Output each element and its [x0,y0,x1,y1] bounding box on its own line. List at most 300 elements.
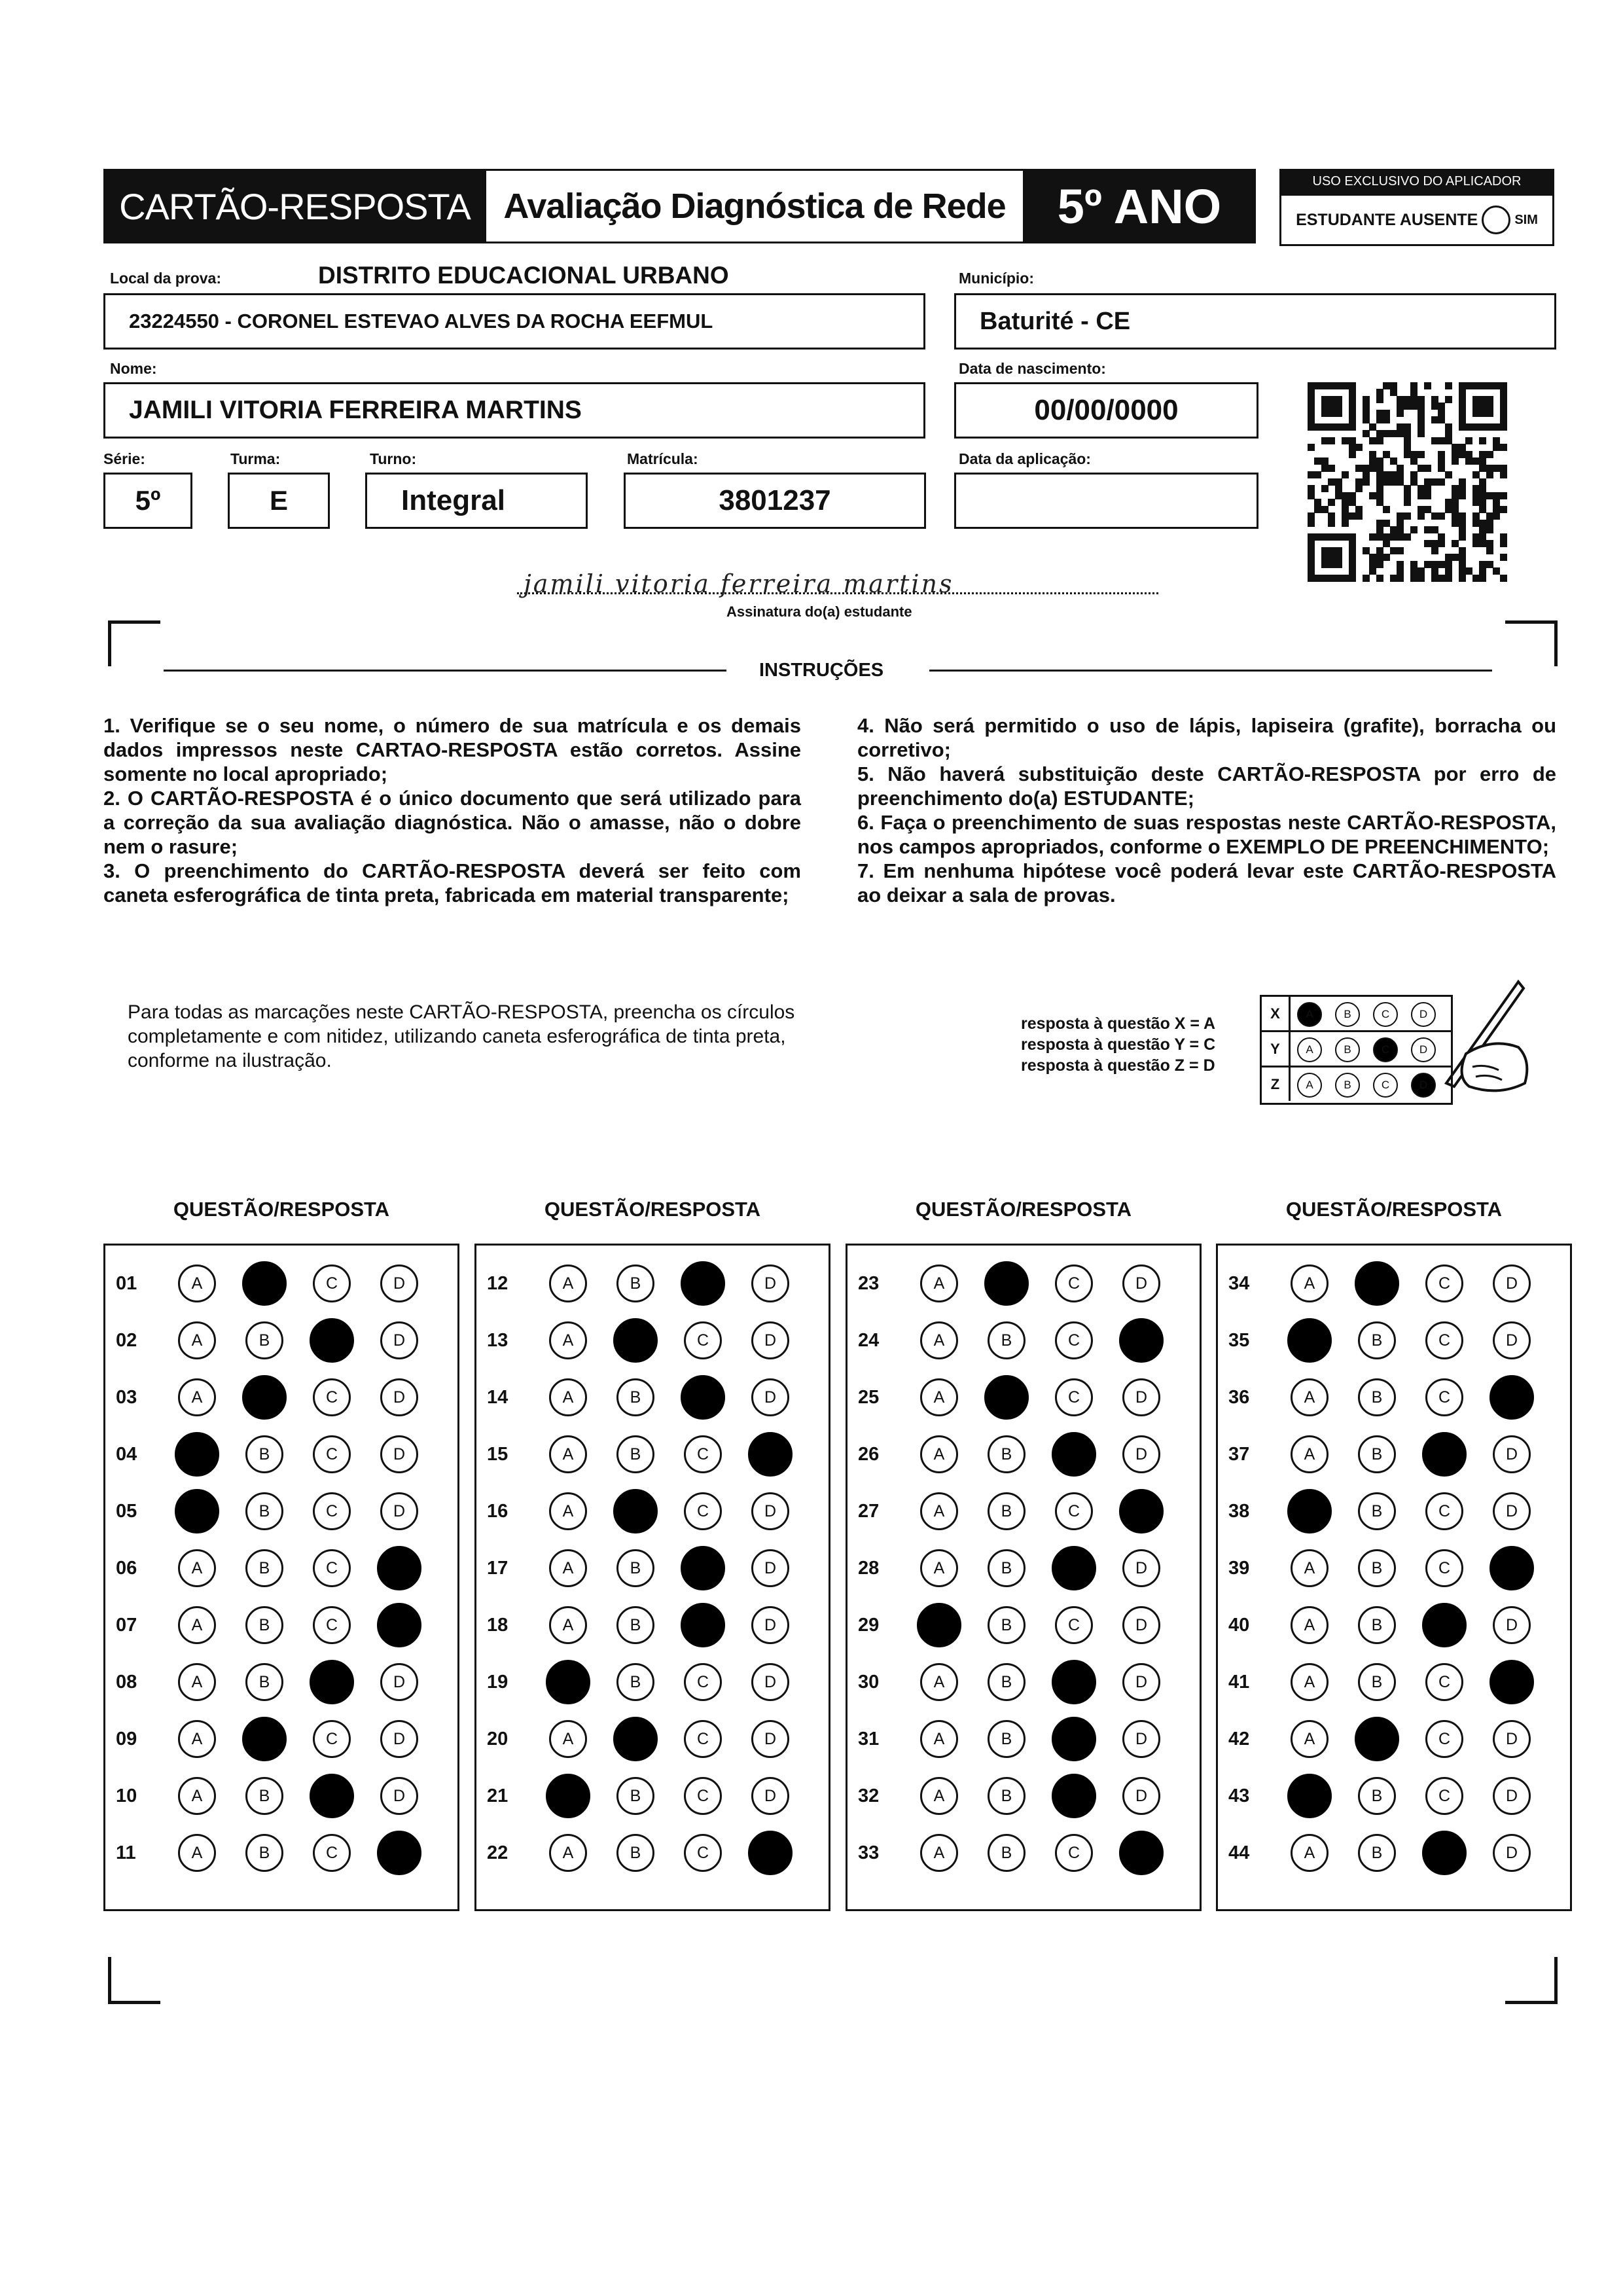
answer-bubble-a[interactable]: A [549,1549,587,1587]
answer-bubble-b[interactable]: B [984,1375,1029,1420]
answer-bubble-a[interactable]: A [178,1378,216,1416]
answer-bubble-d[interactable]: D [1122,1378,1160,1416]
answer-bubble-b[interactable]: B [613,1717,658,1761]
example-row-label: Z [1262,1067,1291,1101]
answer-bubble-b[interactable]: B [242,1261,287,1306]
answer-bubble-b[interactable]: B [616,1663,654,1701]
question-number: 26 [858,1444,880,1465]
answer-bubble-b[interactable]: B [1358,1834,1396,1872]
answer-bubble-b[interactable]: B [1358,1492,1396,1530]
answer-bubble-d[interactable]: D [751,1492,789,1530]
answer-bubble-a[interactable]: A [920,1549,958,1587]
qr-module [1390,533,1397,541]
answer-bubble-d[interactable]: D [1489,1546,1534,1590]
answer-bubble-b[interactable]: B [988,1720,1026,1758]
question-row [105,1719,457,1759]
qr-module [1397,410,1404,417]
question-row [105,1776,457,1816]
answer-bubble-c[interactable]: C [1425,1321,1463,1359]
qr-module [1486,540,1493,547]
answer-bubble-c[interactable]: C [1055,1492,1093,1530]
answer-bubble-a[interactable]: A [178,1606,216,1644]
qr-module [1404,444,1411,451]
answer-bubble-d[interactable]: D [1493,1834,1531,1872]
answer-bubble-a[interactable]: A [920,1720,958,1758]
answer-bubble-d[interactable]: D [380,1720,418,1758]
qr-module [1452,506,1459,513]
serie-field[interactable] [103,473,192,529]
answer-bubble-c[interactable]: C [310,1660,354,1704]
answer-bubble-c[interactable]: C [684,1720,722,1758]
qr-module [1431,416,1438,423]
answer-bubble-a[interactable]: A [920,1321,958,1359]
qr-module [1308,492,1315,499]
answer-bubble-d[interactable]: D [751,1606,789,1644]
answer-bubble-a[interactable]: A [549,1720,587,1758]
grade-badge [1023,169,1256,243]
answer-bubble-d[interactable]: D [1493,1435,1531,1473]
answer-bubble-c[interactable]: C [1052,1432,1096,1477]
qr-module [1355,478,1363,486]
answer-bubble-b[interactable]: B [1355,1717,1399,1761]
answer-bubble-a[interactable]: A [549,1265,587,1302]
answer-bubble-d[interactable]: D [1119,1489,1164,1534]
instructions-rule-left [164,670,726,672]
answer-bubble-a[interactable]: A [1291,1720,1329,1758]
answer-bubble-b[interactable]: B [988,1321,1026,1359]
answer-bubble-c[interactable]: C [1425,1720,1463,1758]
qr-module [1472,457,1480,465]
answer-bubble-b[interactable]: B [613,1489,658,1534]
answer-bubble-d[interactable]: D [380,1663,418,1701]
crop-mark-top-left [108,620,160,624]
qr-module [1335,396,1342,403]
qr-module [1404,396,1411,403]
answer-bubble-a[interactable]: A [178,1265,216,1302]
answer-bubble-c[interactable]: C [313,1492,351,1530]
qr-module [1500,389,1507,396]
answer-bubble-b[interactable]: B [988,1834,1026,1872]
qr-module [1479,410,1486,417]
answer-bubble-d[interactable]: D [377,1831,421,1875]
answer-bubble-d[interactable]: D [1489,1660,1534,1704]
matricula-field[interactable] [624,473,926,529]
school-value: 23224550 - CORONEL ESTEVAO ALVES DA ROCHA EEFMUL [129,310,713,332]
qr-module [1308,410,1315,417]
answer-bubble-a[interactable]: A [178,1720,216,1758]
answer-bubble-d[interactable]: D [1122,1663,1160,1701]
answer-bubble-c[interactable]: C [313,1378,351,1416]
answer-bubble-b[interactable]: B [245,1435,283,1473]
qr-module [1459,520,1466,527]
answer-bubble-d[interactable]: D [1122,1777,1160,1815]
nome-value: JAMILI VITORIA FERREIRA MARTINS [129,396,582,424]
answer-bubble-a[interactable]: A [178,1777,216,1815]
qr-module [1342,520,1349,527]
answer-bubble-c[interactable]: C [1425,1663,1463,1701]
answer-bubble-b[interactable]: B [245,1606,283,1644]
answer-bubble-b[interactable]: B [613,1318,658,1363]
answer-bubble-a[interactable]: A [920,1492,958,1530]
question-number: 14 [487,1387,508,1408]
answer-bubble-c[interactable]: C [684,1777,722,1815]
panel-title: QUESTÃO/RESPOSTA [1285,1198,1503,1221]
answer-bubble-a[interactable]: A [549,1606,587,1644]
question-row [476,1776,829,1816]
answer-bubble-a[interactable]: A [549,1834,587,1872]
answer-bubble-c[interactable]: C [310,1774,354,1818]
qr-module [1335,554,1342,561]
answer-bubble-d[interactable]: D [1493,1606,1531,1644]
qr-module [1376,561,1383,568]
answer-bubble-b[interactable]: B [245,1834,283,1872]
answer-bubble-c[interactable]: C [1422,1603,1467,1647]
answer-bubble-a[interactable]: A [1287,1489,1332,1534]
qr-module [1328,465,1335,472]
answer-bubble-a[interactable]: A [1291,1606,1329,1644]
question-row [847,1719,1200,1759]
answer-bubble-b[interactable]: B [245,1492,283,1530]
question-number: 05 [116,1501,137,1522]
answer-bubble-a[interactable]: A [546,1660,590,1704]
answer-bubble-d[interactable]: D [1493,1321,1531,1359]
answer-bubble-b[interactable]: B [616,1834,654,1872]
answer-bubble-b[interactable]: B [988,1663,1026,1701]
answer-bubble-a[interactable]: A [920,1834,958,1872]
local-value: DISTRITO EDUCACIONAL URBANO [318,262,729,289]
answer-bubble-a[interactable]: A [549,1492,587,1530]
qr-module [1308,512,1315,520]
question-number: 01 [116,1273,137,1294]
answer-bubble-c[interactable]: C [681,1546,725,1590]
answer-bubble-b[interactable]: B [616,1265,654,1302]
qr-module [1438,410,1445,417]
qr-module [1308,416,1315,423]
answer-bubble-b[interactable]: B [1358,1435,1396,1473]
answer-bubble-b[interactable]: B [242,1717,287,1761]
absent-checkbox[interactable] [1482,206,1510,234]
answer-bubble-c[interactable]: C [1055,1378,1093,1416]
answer-bubble-b[interactable]: B [616,1606,654,1644]
answer-bubble-d[interactable]: D [1489,1375,1534,1420]
qr-module [1335,382,1342,389]
answer-bubble-c[interactable]: C [313,1265,351,1302]
answer-bubble-b[interactable]: B [988,1492,1026,1530]
qr-module [1500,465,1507,472]
answer-bubble-a[interactable]: A [549,1321,587,1359]
aplicacao-field[interactable] [954,473,1258,529]
municipio-field[interactable] [954,293,1556,350]
question-number: 13 [487,1330,508,1351]
local-label: Local da prova: [110,270,221,287]
answer-bubble-a[interactable]: A [920,1435,958,1473]
answer-bubble-d[interactable]: D [1122,1265,1160,1302]
answer-bubble-a[interactable]: A [1291,1549,1329,1587]
answer-bubble-b[interactable]: B [245,1663,283,1701]
qr-module [1342,506,1349,513]
qr-module [1438,512,1445,520]
question-number: 21 [487,1785,508,1806]
qr-module [1472,533,1480,541]
answer-bubble-d[interactable]: D [751,1663,789,1701]
matricula-label: Matrícula: [627,450,698,467]
turno-value: Integral [401,484,505,516]
qr-module [1472,471,1480,478]
qr-module [1438,465,1445,472]
answer-bubble-d[interactable]: D [1493,1265,1531,1302]
answer-bubble-c[interactable]: C [1052,1717,1096,1761]
answer-bubble-a[interactable]: A [1287,1318,1332,1363]
answer-bubble-c[interactable]: C [313,1606,351,1644]
answer-bubble-d[interactable]: D [751,1549,789,1587]
answer-bubble-d[interactable]: D [380,1378,418,1416]
answer-bubble-a[interactable]: A [920,1663,958,1701]
qr-module [1363,410,1370,417]
answer-bubble-b[interactable]: B [1358,1663,1396,1701]
qr-module [1342,471,1349,478]
answer-bubble-a[interactable]: A [546,1774,590,1818]
answer-bubble-c[interactable]: C [681,1261,725,1306]
qr-module [1452,499,1459,506]
question-row [847,1776,1200,1816]
answer-bubble-a[interactable]: A [178,1549,216,1587]
qr-module [1500,471,1507,478]
answer-bubble-b[interactable]: B [988,1435,1026,1473]
answer-bubble-b[interactable]: B [616,1378,654,1416]
qr-module [1493,506,1500,513]
answer-bubble-b[interactable]: B [988,1549,1026,1587]
qr-module [1349,437,1356,444]
answer-bubble-a[interactable]: A [178,1321,216,1359]
qr-module [1479,437,1486,444]
qr-module [1369,451,1376,458]
qr-module [1500,492,1507,499]
question-number: 25 [858,1387,880,1408]
qr-module [1479,499,1486,506]
answer-bubble-d[interactable]: D [751,1265,789,1302]
qr-module [1314,506,1321,513]
answer-bubble-a[interactable]: A [920,1777,958,1815]
answer-bubble-d[interactable]: D [751,1321,789,1359]
qr-module [1424,382,1431,389]
qr-module [1459,478,1466,486]
question-number: 12 [487,1273,508,1294]
nome-field[interactable] [103,382,925,439]
qr-module [1342,382,1349,389]
qr-module [1465,457,1472,465]
qr-module [1459,554,1466,561]
answer-bubble-c[interactable]: C [1425,1265,1463,1302]
answer-bubble-c[interactable]: C [1425,1378,1463,1416]
turma-field[interactable] [228,473,330,529]
answer-bubble-d[interactable]: D [1122,1435,1160,1473]
answer-bubble-d[interactable]: D [748,1432,793,1477]
answer-bubble-d[interactable]: D [1122,1606,1160,1644]
answer-bubble-d[interactable]: D [751,1378,789,1416]
answer-bubble-c[interactable]: C [1425,1549,1463,1587]
qr-module [1349,561,1356,568]
answer-bubble-d[interactable]: D [1119,1831,1164,1875]
answer-bubble-c[interactable]: C [313,1720,351,1758]
nascimento-field[interactable] [954,382,1258,439]
answer-bubble-d[interactable]: D [1493,1492,1531,1530]
answer-bubble-b[interactable]: B [245,1321,283,1359]
qr-module [1335,423,1342,431]
question-row [1218,1549,1570,1588]
card-title [103,169,486,243]
answer-bubble-a[interactable]: A [1291,1378,1329,1416]
answer-bubble-a[interactable]: A [1291,1834,1329,1872]
answer-bubble-c[interactable]: C [313,1549,351,1587]
qr-module [1321,396,1329,403]
nascimento-label: Data de nascimento: [959,360,1106,377]
answer-bubble-a[interactable]: A [175,1432,219,1477]
answer-bubble-c[interactable]: C [684,1492,722,1530]
qr-module [1404,423,1411,431]
answer-bubble-b[interactable]: B [988,1777,1026,1815]
qr-module [1404,485,1411,492]
qr-module [1486,403,1493,410]
qr-module [1363,403,1370,410]
qr-module [1308,471,1315,478]
answer-bubble-c[interactable]: C [1425,1492,1463,1530]
answer-bubble-d[interactable]: D [1122,1720,1160,1758]
qr-module [1328,575,1335,582]
answer-bubble-a[interactable]: A [178,1834,216,1872]
answer-bubble-d[interactable]: D [1119,1318,1164,1363]
answer-bubble-a[interactable]: A [920,1378,958,1416]
answer-bubble-b[interactable]: B [1355,1261,1399,1306]
answer-bubble-a[interactable]: A [920,1265,958,1302]
answer-bubble-c[interactable]: C [310,1318,354,1363]
answer-bubble-a[interactable]: A [549,1435,587,1473]
qr-module [1335,485,1342,492]
answer-bubble-c[interactable]: C [684,1435,722,1473]
question-row [1218,1833,1570,1873]
answer-bubble-c[interactable]: C [1055,1606,1093,1644]
question-row [105,1833,457,1873]
answer-bubble-d[interactable]: D [1122,1549,1160,1587]
qr-module [1418,512,1425,520]
answer-bubble-a[interactable]: A [178,1663,216,1701]
answer-bubble-b[interactable]: B [242,1375,287,1420]
qr-module [1404,451,1411,458]
answer-bubble-b[interactable]: B [616,1549,654,1587]
answer-bubble-d[interactable]: D [380,1321,418,1359]
question-number: 24 [858,1330,880,1351]
answer-bubble-d[interactable]: D [380,1435,418,1473]
qr-module [1486,410,1493,417]
question-row [1218,1776,1570,1816]
school-field[interactable] [103,293,925,350]
answer-bubble-b[interactable]: B [1358,1777,1396,1815]
turno-field[interactable] [365,473,588,529]
qr-module [1363,465,1370,472]
answer-bubble-c[interactable]: C [1052,1546,1096,1590]
answer-bubble-d[interactable]: D [748,1831,793,1875]
nome-label: Nome: [110,360,157,377]
question-row [847,1435,1200,1474]
qr-module [1459,575,1466,582]
qr-module [1459,423,1466,431]
answer-bubble-a[interactable]: A [1291,1265,1329,1302]
answer-bubble-c[interactable]: C [1055,1834,1093,1872]
answer-bubble-b[interactable]: B [1358,1549,1396,1587]
answer-bubble-a[interactable]: A [1287,1774,1332,1818]
answer-bubble-c[interactable]: C [1425,1777,1463,1815]
answer-bubble-c[interactable]: C [1052,1774,1096,1818]
answer-bubble-c[interactable]: C [1055,1265,1093,1302]
answer-bubble-c[interactable]: C [681,1375,725,1420]
answer-bubble-b[interactable]: B [245,1777,283,1815]
answer-bubble-c[interactable]: C [313,1435,351,1473]
panel-title: QUESTÃO/RESPOSTA [173,1198,390,1221]
question-row [105,1605,457,1645]
qr-module [1308,444,1315,451]
qr-module [1328,437,1335,444]
qr-module [1500,444,1507,451]
answer-bubble-d[interactable]: D [1493,1720,1531,1758]
answer-bubble-b[interactable]: B [1358,1378,1396,1416]
answer-bubble-b[interactable]: B [1358,1606,1396,1644]
qr-module [1349,554,1356,561]
qr-module [1369,533,1376,541]
answer-bubble-c[interactable]: C [681,1603,725,1647]
answer-bubble-d[interactable]: D [380,1492,418,1530]
answer-bubble-a[interactable]: A [917,1603,961,1647]
qr-module [1459,547,1466,554]
answer-bubble-c[interactable]: C [684,1321,722,1359]
answer-bubble-c[interactable]: C [1422,1831,1467,1875]
answer-bubble-b[interactable]: B [984,1261,1029,1306]
example-row-label: X [1262,997,1291,1030]
answer-bubble-d[interactable]: D [380,1265,418,1302]
answer-bubble-d[interactable]: D [1493,1777,1531,1815]
answer-bubble-c[interactable]: C [1055,1321,1093,1359]
answer-bubble-d[interactable]: D [751,1777,789,1815]
answer-bubble-b[interactable]: B [988,1606,1026,1644]
answer-bubble-a[interactable]: A [1291,1663,1329,1701]
qr-module [1383,382,1390,389]
answer-bubble-a[interactable]: A [175,1489,219,1534]
answer-bubble-c[interactable]: C [313,1834,351,1872]
answer-bubble-b[interactable]: B [616,1777,654,1815]
question-number: 44 [1228,1842,1250,1863]
qr-module [1459,389,1466,396]
answer-bubble-c[interactable]: C [684,1834,722,1872]
qr-module [1328,403,1335,410]
answer-bubble-a[interactable]: A [1291,1435,1329,1473]
answer-bubble-a[interactable]: A [549,1378,587,1416]
qr-module [1493,382,1500,389]
answer-bubble-d[interactable]: D [377,1603,421,1647]
answer-bubble-c[interactable]: C [1052,1660,1096,1704]
answer-bubble-d[interactable]: D [377,1546,421,1590]
answer-bubble-b[interactable]: B [616,1435,654,1473]
answer-bubble-b[interactable]: B [1358,1321,1396,1359]
answer-bubble-c[interactable]: C [1422,1432,1467,1477]
answer-bubble-d[interactable]: D [380,1777,418,1815]
answer-bubble-d[interactable]: D [751,1720,789,1758]
qr-module [1424,526,1431,533]
qr-module [1479,492,1486,499]
answer-bubble-b[interactable]: B [245,1549,283,1587]
answer-bubble-c[interactable]: C [684,1663,722,1701]
qr-module [1376,547,1383,554]
qr-module [1452,512,1459,520]
aplicacao-label: Data da aplicação: [959,450,1091,467]
qr-module [1349,575,1356,582]
